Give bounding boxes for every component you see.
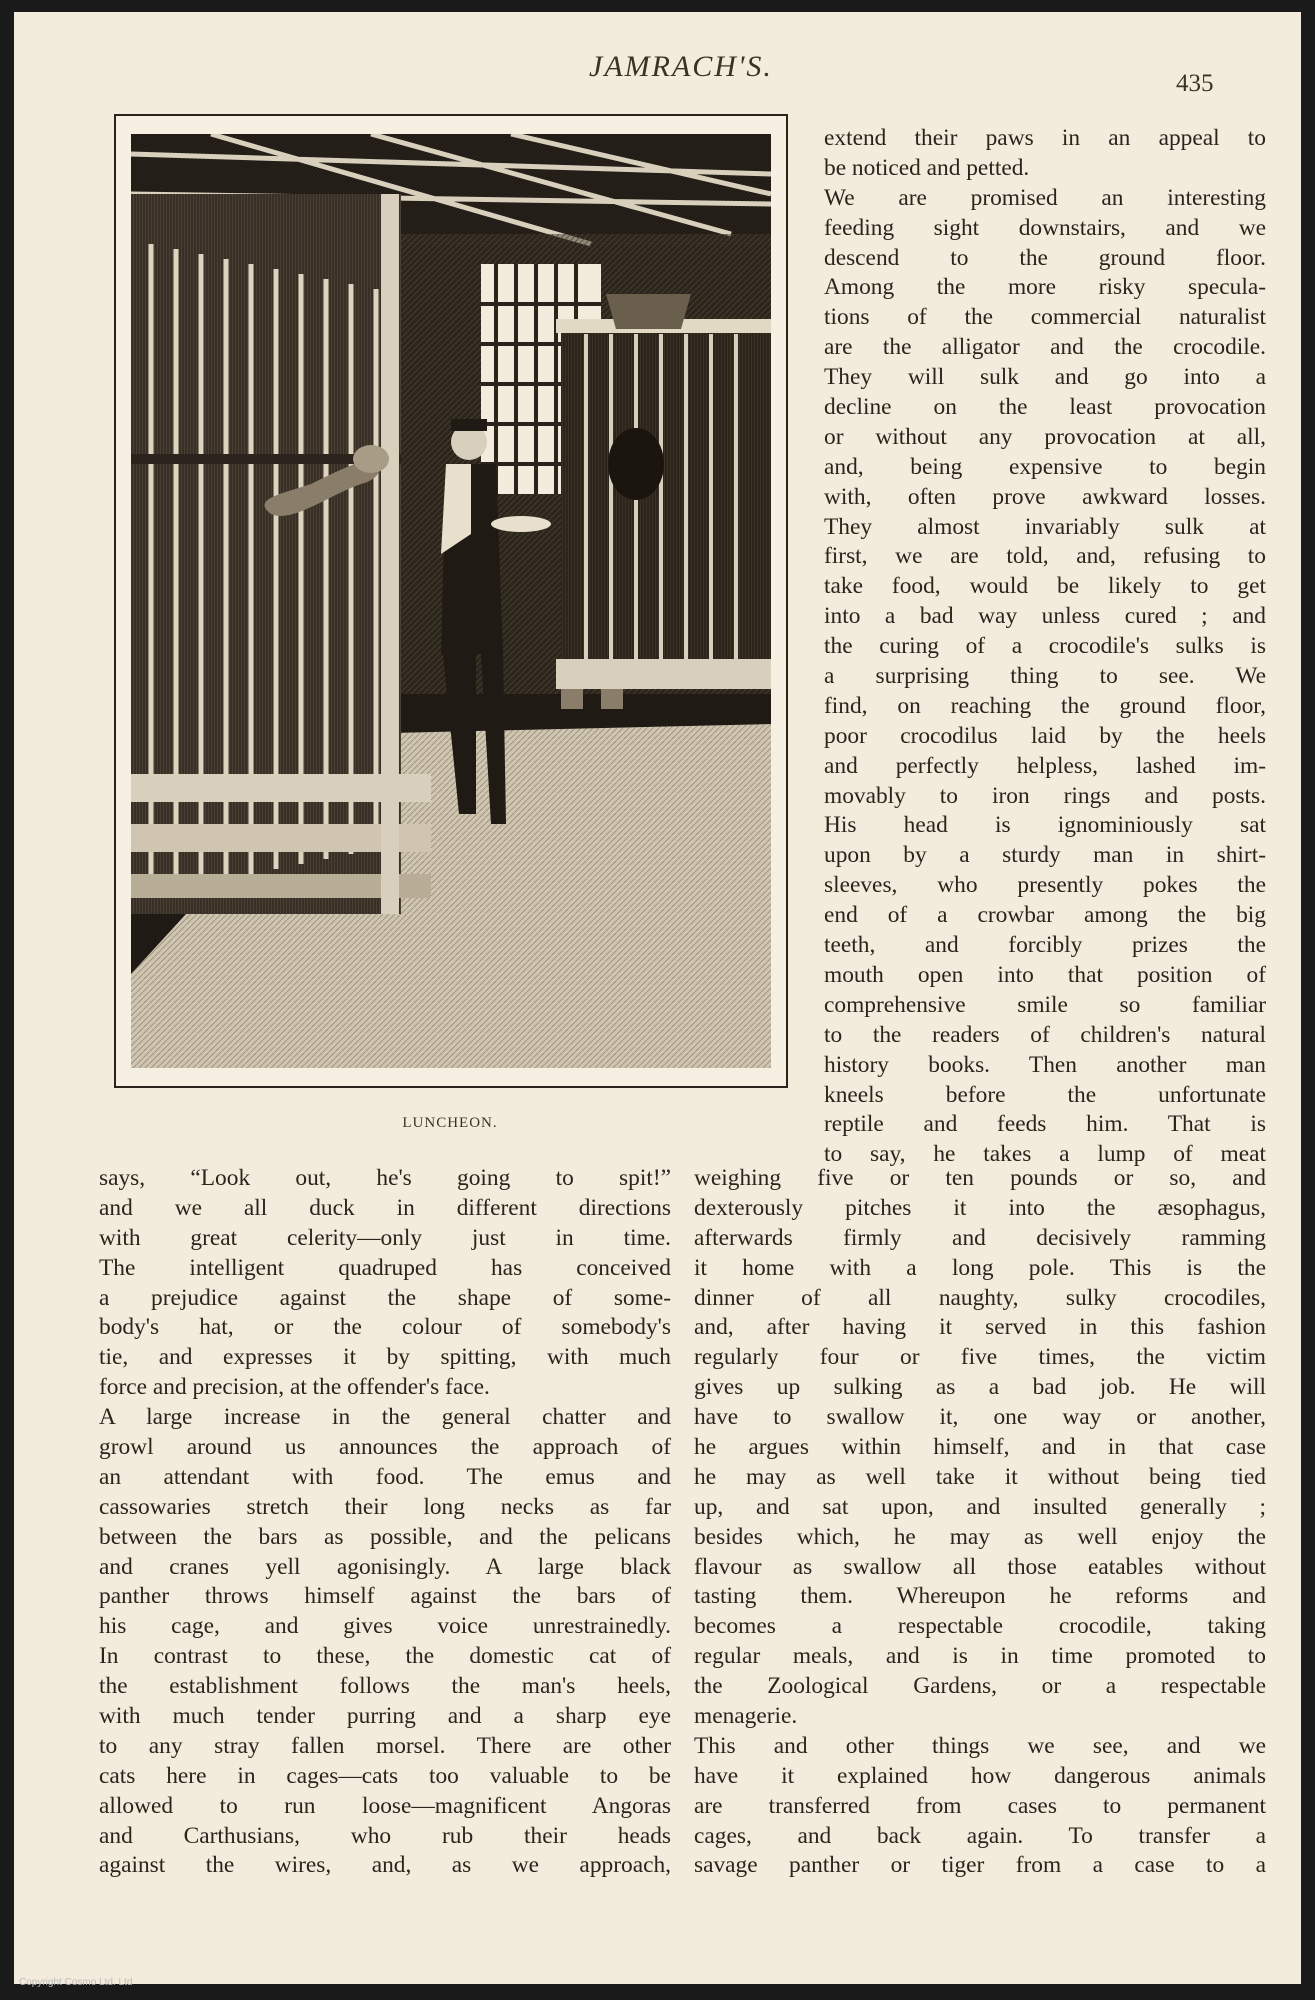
text-line: he may as well take it without being tied	[694, 1463, 1266, 1490]
text-line: regular meals, and is in time promoted to	[694, 1643, 1266, 1670]
text-line: In contrast to these, the domestic cat of	[99, 1643, 671, 1670]
text-line: upon by a sturdy man in shirt-	[824, 842, 1266, 869]
text-line: an attendant with food. The emus and	[99, 1463, 671, 1490]
text-line: growl around us announces the approach of	[99, 1434, 671, 1461]
text-line: kneels before the unfortunate	[824, 1081, 1266, 1108]
text-line: the Zoological Gardens, or a respectable	[694, 1673, 1266, 1700]
text-line: dinner of all naughty, sulky crocodiles,	[694, 1284, 1266, 1311]
text-line: His head is ignominiously sat	[824, 812, 1266, 839]
text-line: afterwards firmly and decisively ramming	[694, 1224, 1266, 1251]
text-line: teeth, and forcibly prizes the	[824, 932, 1266, 959]
left-column-bottom-text	[99, 1164, 671, 1881]
text-line: This and other things we see, and we	[694, 1732, 1266, 1759]
text-line: with, often prove awkward losses.	[824, 483, 1266, 510]
figure-caption: LUNCHEON.	[402, 1115, 498, 1131]
text-line: and cranes yell agonisingly. A large black	[99, 1553, 671, 1580]
text-line: and, after having it served in this fashion	[694, 1314, 1266, 1341]
text-line: into a bad way unless cured ; and	[824, 603, 1266, 630]
text-line: says, “Look out, he's going to spit!”	[99, 1165, 671, 1191]
text-line: allowed to run loose—magnificent Angoras	[99, 1792, 671, 1819]
text-line: force and precision, at the offender's face.	[99, 1374, 490, 1401]
engraving-illustration	[114, 114, 788, 1088]
text-line: poor crocodilus laid by the heels	[824, 722, 1266, 749]
text-line: savage panther or tiger from a case to a	[694, 1852, 1266, 1879]
text-line: a prejudice against the shape of some-	[99, 1284, 671, 1311]
text-line: the establishment follows the man's heels,	[99, 1673, 671, 1700]
text-line: have to swallow it, one way or another,	[694, 1404, 1266, 1431]
text-line: weighing five or ten pounds or so, and	[694, 1165, 1266, 1191]
text-line: he argues within himself, and in that case	[694, 1434, 1266, 1461]
text-line: be noticed and petted.	[824, 154, 1030, 181]
text-line: find, on reaching the ground floor,	[824, 692, 1266, 719]
right-column-bottom-text	[694, 1164, 1266, 1881]
text-line: besides which, he may as well enjoy the	[694, 1523, 1266, 1550]
text-line: We are promised an interesting	[824, 184, 1266, 211]
text-line: extend their paws in an appeal to	[824, 125, 1266, 151]
text-line: and we all duck in different directions	[99, 1194, 671, 1221]
text-line: sleeves, who presently pokes the	[824, 872, 1266, 899]
page-number: 435	[1176, 70, 1214, 97]
text-line: or without any provocation at all,	[824, 423, 1266, 450]
text-line: and, being expensive to begin	[824, 453, 1266, 480]
right-column-top-text	[824, 124, 1266, 1170]
text-line: to the readers of children's natural	[824, 1021, 1266, 1048]
text-line: They will sulk and go into a	[824, 364, 1266, 391]
text-line: Among the more risky specula-	[824, 274, 1266, 301]
text-line: cassowaries stretch their long necks as far	[99, 1493, 671, 1520]
text-line: movably to iron rings and posts.	[824, 782, 1266, 809]
text-line: up, and sat upon, and insulted generally ;	[694, 1493, 1266, 1520]
text-line: to say, he takes a lump of meat	[824, 1141, 1266, 1168]
text-line: feeding sight downstairs, and we	[824, 214, 1266, 241]
text-line: The intelligent quadruped has conceived	[99, 1254, 671, 1281]
text-line: A large increase in the general chatter and	[99, 1404, 671, 1431]
text-line: his cage, and gives voice unrestrainedly.	[99, 1613, 671, 1640]
text-line: comprehensive smile so familiar	[824, 991, 1266, 1018]
engraving-artwork	[131, 134, 771, 1068]
text-line: mouth open into that position of	[824, 961, 1266, 988]
text-line: They almost invariably sulk at	[824, 513, 1266, 540]
text-line: flavour as swallow all those eatables without	[694, 1553, 1266, 1580]
text-line: with much tender purring and a sharp eye	[99, 1703, 671, 1730]
text-line: decline on the least provocation	[824, 394, 1266, 421]
text-line: are the alligator and the crocodile.	[824, 334, 1266, 361]
running-header-title: JAMRACH'S.	[589, 50, 773, 83]
text-line: end of a crowbar among the big	[824, 902, 1266, 929]
text-line: tions of the commercial naturalist	[824, 304, 1266, 331]
text-line: have it explained how dangerous animals	[694, 1762, 1266, 1789]
text-line: are transferred from cases to permanent	[694, 1792, 1266, 1819]
text-line: cats here in cages—cats too valuable to be	[99, 1762, 671, 1789]
text-line: reptile and feeds him. That is	[824, 1111, 1266, 1138]
text-line: gives up sulking as a bad job. He will	[694, 1374, 1266, 1401]
text-line: history books. Then another man	[824, 1051, 1266, 1078]
text-line: take food, would be likely to get	[824, 573, 1266, 600]
text-line: regularly four or five times, the victim	[694, 1344, 1266, 1371]
text-line: and perfectly helpless, lashed im-	[824, 752, 1266, 779]
text-line: against the wires, and, as we approach,	[99, 1852, 671, 1879]
text-line: between the bars as possible, and the pelicans	[99, 1523, 671, 1550]
text-line: panther throws himself against the bars of	[99, 1583, 671, 1610]
text-line: dexterously pitches it into the æsophagus,	[694, 1194, 1266, 1221]
text-line: the curing of a crocodile's sulks is	[824, 633, 1266, 660]
text-line: to any stray fallen morsel. There are other	[99, 1732, 671, 1759]
text-line: menagerie.	[694, 1703, 798, 1730]
text-line: a surprising thing to see. We	[824, 663, 1266, 690]
text-line: body's hat, or the colour of somebody's	[99, 1314, 671, 1341]
text-line: tie, and expresses it by spitting, with much	[99, 1344, 671, 1371]
text-line: becomes a respectable crocodile, taking	[694, 1613, 1266, 1640]
text-line: descend to the ground floor.	[824, 244, 1266, 271]
text-line: and Carthusians, who rub their heads	[99, 1822, 671, 1849]
magazine-page	[14, 12, 1301, 1984]
text-line: it home with a long pole. This is the	[694, 1254, 1266, 1281]
copyright-notice: Copyright Cosmo Ltd. Ltd	[19, 1977, 133, 1988]
text-line: tasting them. Whereupon he reforms and	[694, 1583, 1266, 1610]
text-line: cages, and back again. To transfer a	[694, 1822, 1266, 1849]
text-line: with great celerity—only just in time.	[99, 1224, 671, 1251]
text-line: first, we are told, and, refusing to	[824, 543, 1266, 570]
